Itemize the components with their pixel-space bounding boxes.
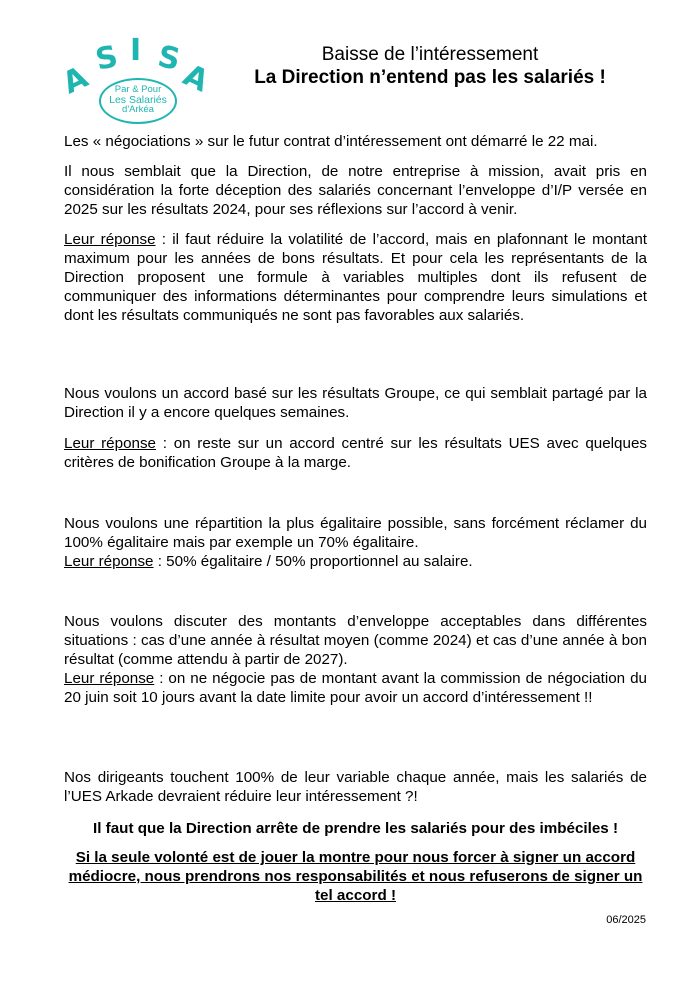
document-subtitle: La Direction n’entend pas les salariés ! bbox=[254, 67, 606, 88]
paragraph-distribution bbox=[64, 514, 647, 571]
asisa-logo bbox=[57, 33, 214, 130]
response-label: Leur réponse bbox=[64, 553, 154, 570]
logo-letter-s1: S bbox=[92, 39, 121, 78]
response-4-text: : on ne négocie pas de montant avant la commission de négociation du 20 juin soit 10 jours avant la date limite pour avoir un accord d’intéressement !! bbox=[64, 670, 647, 706]
logo-letter-a2: A bbox=[177, 57, 214, 100]
amounts-text: Nous voulons discuter des montants d’enveloppe acceptables dans différentes situations : cas d’une année à résultat moyen (comme 2024) et cas d’une année à bon résultat (comme attendu à partir de 2027). bbox=[64, 613, 647, 668]
response-label: Leur réponse bbox=[64, 231, 156, 248]
conclusion-statement: Il faut que la Direction arrête de prendre les salariés pour des imbéciles ! bbox=[93, 820, 618, 837]
logo-line-3: d'Arkéa bbox=[122, 104, 154, 115]
logo-letter-s2: S bbox=[154, 39, 184, 78]
logo-letter-i: I bbox=[130, 33, 142, 68]
response-label: Leur réponse bbox=[64, 435, 157, 452]
logo-letter-a1: A bbox=[57, 59, 94, 102]
logo-oval bbox=[99, 78, 177, 124]
document-date: 06/2025 bbox=[606, 914, 646, 926]
paragraph-intro: Les « négociations » sur le futur contrat d’intéressement ont démarré le 22 mai. bbox=[64, 133, 598, 150]
document-title: Baisse de l’intéressement bbox=[321, 44, 539, 65]
conclusion-warning: Si la seule volonté est de jouer la montre pour nous forcer à signer un accord médiocre, nous prendrons nos responsabilités et nous refuserons de signer un tel accord ! bbox=[68, 849, 643, 904]
response-3-text: : 50% égalitaire / 50% proportionnel au salaire. bbox=[153, 553, 473, 570]
distribution-text: Nous voulons une répartition la plus égalitaire possible, sans forcément réclamer du 100% égalitaire mais par exemple un 70% égalitaire. bbox=[64, 515, 647, 551]
response-2-text: : on reste sur un accord centré sur les résultats UES avec quelques critères de bonification Groupe à la marge. bbox=[64, 435, 647, 471]
paragraph-executives: Nos dirigeants touchent 100% de leur variable chaque année, mais les salariés de l’UES Arkade devraient réduire leur intéressement ?! bbox=[64, 769, 647, 805]
paragraph-context: Il nous semblait que la Direction, de notre entreprise à mission, avait pris en considération la forte déception des salariés concernant l’enveloppe d’I/P versée en 2025 sur les résultats 2024, pour ses réflexions sur l’accord à venir. bbox=[64, 163, 647, 218]
paragraph-response-1 bbox=[64, 230, 647, 325]
response-1-text: : il faut réduire la volatilité de l’accord, mais en plafonnant le montant maximum pour les années de bons résultats. Et pour cela les représentants de la Direction proposent une formule à variables multiples dont ils refusent de communiquer des informations déterminantes pour comprendre leurs simulations et dont les résultats communiqués ne sont pas favorables aux salariés. bbox=[64, 231, 647, 324]
logo-line-2: Les Salariés bbox=[109, 94, 167, 106]
paragraph-amounts bbox=[64, 612, 647, 707]
paragraph-group-results: Nous voulons un accord basé sur les résultats Groupe, ce qui semblait partagé par la Direction il y a encore quelques semaines. bbox=[64, 385, 647, 421]
paragraph-response-2 bbox=[64, 434, 647, 472]
logo-line-1: Par & Pour bbox=[114, 84, 162, 95]
response-label: Leur réponse bbox=[64, 670, 155, 687]
